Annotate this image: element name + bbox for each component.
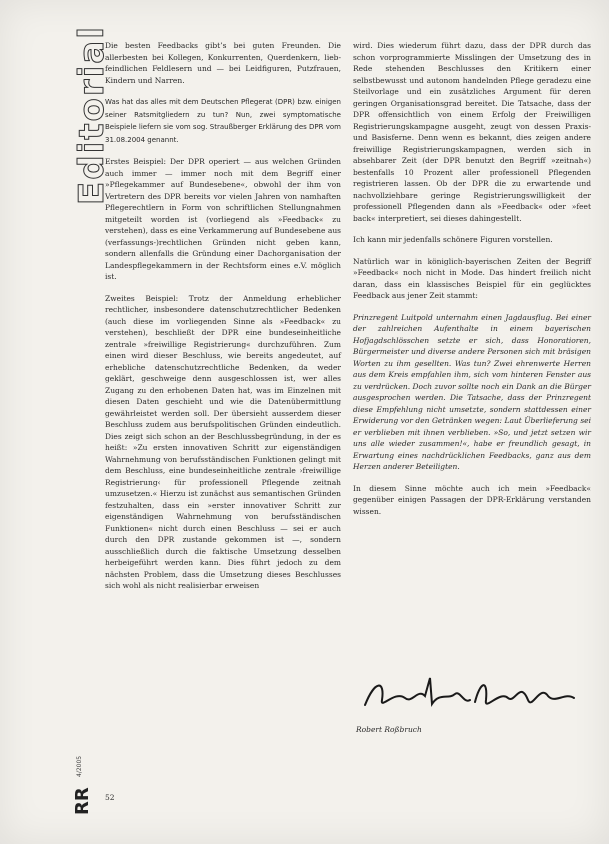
- anecdote-paragraph: [353, 312, 591, 473]
- paragraph: [105, 96, 341, 146]
- paragraph-text: In diesem Sinne möchte auch ich mein »Feedback« gegenüber einigen Passagen der DPR-Erklärung verstanden wissen.: [353, 483, 591, 516]
- paragraph-text: Die besten Feedbacks gibt’s bei guten Freunden. Die allerbesten bei Kollegen, Konkurrenten, Querdenkern, lieb-feindlichen Feldlesern und — bei Leidfiguren, Putzfrauen, Kindern und Narren.: [105, 41, 341, 85]
- right-column: [353, 40, 591, 527]
- section-label: [44, 25, 112, 210]
- paragraph: [353, 234, 591, 246]
- paragraph: [105, 293, 341, 592]
- paragraph: [353, 256, 591, 302]
- paragraph-text: Zweites Beispiel: Trotz der Anmeldung erheblicher rechtlicher, insbesondere datenschutzrechtlicher Bedenken (auch diese im vorliegenden Sinne als »Feedback« zu verstehen), beschließt der DPR eine bundeseinheitliche zentrale »freiwillige Registrierung« durchzuführen. Zum einen wird dieser Beschluss, wie bereits angedeutet, auf erhebliche datenschutzrechtliche Bedenken, da weder geklärt, geschweige denn ausgeschlossen ist, wer alles Zugang zu den erhobenen Daten hat, was im Einzelnen mit diesen Daten geschieht und wie die Datenübermittlung gewährleistet werden soll. Der übersieht ausserdem dieser Beschluss zudem aus berufspolitischen Gründen eindeutlich. Dies zeigt sich schon an der Beschlussbegründung, in der es heißt: »Zu ersten innovativen Schritt zur eigenständigen Wahrnehmung von berufsständischen Funktionen gelingt mit dem Beschluss, eine bundeseinheitliche zentrale ›freiwillige Registrierung‹ für professionell Pflegende zeitnah umzusetzen.« Hierzu ist zunächst aus semantischen Gründen festzuhalten, dass ein »erster innovativer Schritt zur eigenständigen Wahrnehmung von berufsständischen Funktionen« nicht durch einen Beschluss — sei er auch durch den DPR zustande gekommen ist —, sondern ausschließlich durch die faktische Umsetzung desselben herbeigeführt werden kann. Dies führt jedoch zu dem nächsten Problem, dass die Umsetzung dieses Beschlusses sich wohl als nicht realisierbar erweisen: [105, 293, 341, 590]
- paragraph-text: Natürlich war in königlich-bayerischen Zeiten der Begriff »Feedback« noch nicht in Mode. Das hindert freilich nicht daran, dass ein klassisches Beispiel für ein geglücktes Feedback aus jener Zeit stammt:: [353, 256, 591, 300]
- paragraph: [105, 156, 341, 283]
- paragraph: [353, 40, 591, 224]
- paragraph-text: Prinzregent Luitpold unternahm einen Jagdausflug. Bei einer der zahlreichen Aufenthalte in einem bayerischen Hofjagdschlösschen setzte er sich, dass Honoratioren, Bürgermeister und diverse andere Personen sich mit bräsigen Worten zu ihm gesellten. Was tun? Zwei ehrenwerte Herren aus dem Kreis empfahlen ihm, sich vom hinteren Fenster aus zu verdrücken. Doch zuvor sollte noch ein Dank an die Bürger ausgesprochen werden. Die Tatsache, dass der Prinzregent diese Empfehlung nicht umsetzte, sondern stattdessen einer Erwiderung vor den Getränken wegen: Laut Überlieferung sei er verblieben mit ihnen verblieben. »So, und jetzt setzen wir uns alle wieder zusammen!«, habe er freundlich gesagt, in Erwartung eines nachdrücklichen Feedbacks, ganz aus dem Herzen anderer Beteiligten.: [353, 312, 591, 471]
- paragraph: [105, 40, 341, 86]
- brand: [52, 745, 93, 815]
- brand-logo: RR: [72, 787, 93, 815]
- paragraph-text: wird. Dies wiederum führt dazu, dass der DPR durch das schon vorprogrammierte Misslingen der Umsetzung des in Rede stehenden Beschlusses den Kritikern einer selbstbewusst und autonom handelnden Pflege geradezu eine Steilvorlage und ein zusätzliches Argument für deren geringen Organisationsgrad bereitet. Die Tatsache, dass der DPR offensichtlich von einem Erfolg der Freiwilligen Registrierungskampagne ausgeht, zeugt von dessen Praxis- und Basisferne. Denn wenn es bekannt, dies zeigen andere freiwillige Registrierungskampagnen, werden sich in absehbarer Zeit (der DPR benutzt den Begriff »zeitnah«) bestenfalls 10 Prozent aller professionell Pflegenden registrieren lassen. Ob der DPR die zu erwartende und nachvollziehbare geringe Registrierungswilligkeit der professionell Pflegenden dann als »Feedback« oder »feet back« interpretiert, sei dieses dahingestellt.: [353, 41, 591, 223]
- paragraph-text: Was hat das alles mit dem Deutschen Pflegerat (DPR) bzw. einigen seiner Ratsmitgliedern zu tun? Nun, zwei symptomatische Beispiele liefern sie vom sog. Straußberger Erklärung des DPR vom 31.08.2004 genannt.: [105, 98, 341, 144]
- paragraph-text: Erstes Beispiel: Der DPR operiert — aus welchen Gründen auch immer — immer noch mit dem Begriff einer »Pflegekammer auf Bundesebene«, obwohl der ihm von Vertretern des DPR bereits vor vielen Jahren von namhaften Pflegerechtlern in Form von schriftlichen Stellungnahmen mitgeteilt worden ist (vorliegend als »Feedback« zu verstehen), dass es eine Verkammerung auf Bundesebene aus (verfassungs-)rechtlichen Gründen nicht geben kann, sondern allenfalls die Gründung einer Dachorganisation der Landespflegekammern in der Rechtsform eines e.V. möglich ist.: [105, 157, 341, 281]
- handwritten-signature: [360, 670, 580, 720]
- issue-label: 4/2005: [76, 755, 83, 777]
- paragraph: [353, 483, 591, 518]
- section-title: Editorial: [72, 25, 112, 205]
- paragraph-text: Ich kann mir jedenfalls schönere Figuren vorstellen.: [353, 235, 553, 244]
- signature-name: Robert Roßbruch: [356, 725, 422, 734]
- page-number: 52: [105, 793, 115, 802]
- left-column: [105, 40, 341, 602]
